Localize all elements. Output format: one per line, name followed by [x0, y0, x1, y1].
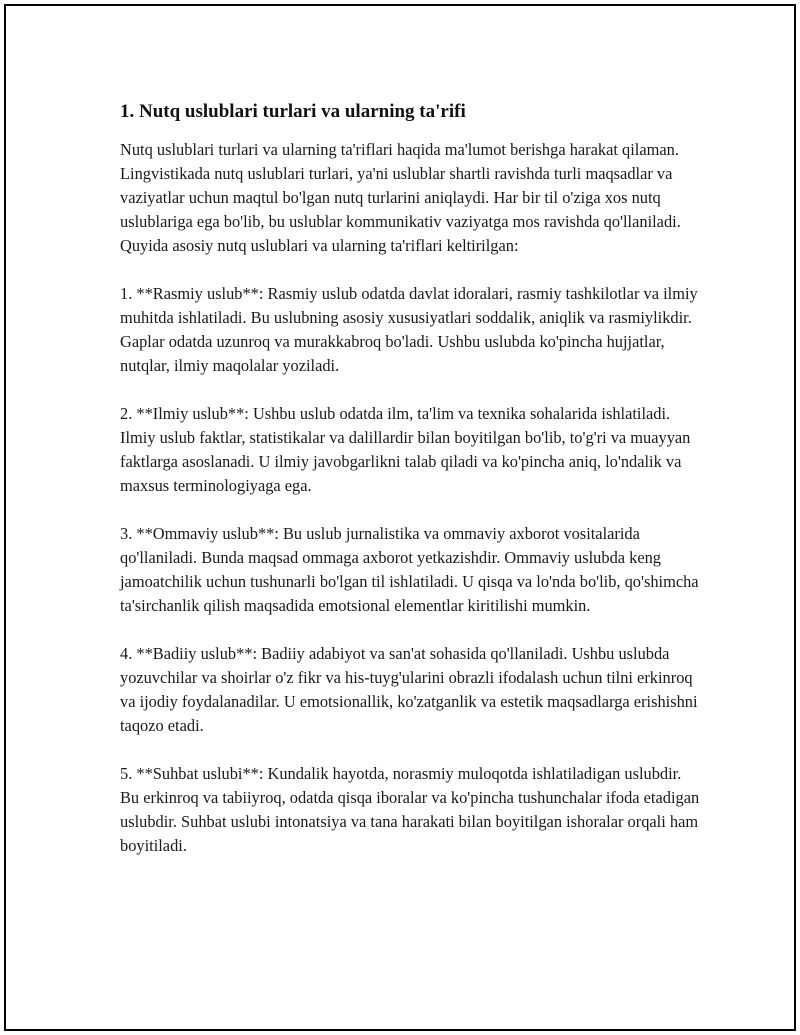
paragraph-badiiy-uslub: 4. **Badiiy uslub**: Badiiy adabiyot va san'at sohasida qo'llaniladi. Ushbu uslubda yozuvchilar va shoirlar o'z fikr va his-tuyg'ularini obrazli ifodalash uchun tilni erkinroq va ijodiy foydalanadilar. U emotsionallik, ko'zatganlik va estetik maqsadlarga erishishni taqozo etadi. — [120, 644, 698, 735]
paragraph-ilmiy-uslub: 2. **Ilmiy uslub**: Ushbu uslub odatda ilm, ta'lim va texnika sohalarida ishlatiladi. Ilmiy uslub faktlar, statistikalar va dalillardir bilan boyitilgan bo'lib, to'g'ri va muayyan faktlarga asoslanadi. U ilmiy javobgarlikni talab qiladi va ko'pincha aniq, lo'ndalik va maxsus terminologiyaga ega. — [120, 404, 691, 495]
page-frame — [4, 4, 796, 1031]
intro-paragraph: Nutq uslublari turlari va ularning ta'riflari haqida ma'lumot berishga harakat qilaman. Lingvistikada nutq uslublari turlari, ya'ni uslublar shartli ravishda turli maqsadlar va vaziyatlar uchun maqtul bo'lgan nutq turlarini aniqlaydi. Har bir til o'ziga xos nutq uslublariga ega bo'lib, bu uslublar kommunikativ vaziyatga mos ravishda qo'llaniladi. Quyida asosiy nutq uslublari va ularning ta'riflari keltirilgan: — [120, 140, 681, 255]
paragraph-ommaviy-uslub: 3. **Ommaviy uslub**: Bu uslub jurnalistika va ommaviy axborot vositalarida qo'llaniladi. Bunda maqsad ommaga axborot yetkazishdir. Ommaviy uslubda keng jamoatchilik uchun tushunarli bo'lgan til ishlatiladi. U qisqa va lo'nda bo'lib, qo'shimcha ta'sirchanlik qilish maqsadida emotsional elementlar kiritilishi mumkin. — [120, 524, 699, 615]
paragraph-suhbat-uslubi: 5. **Suhbat uslubi**: Kundalik hayotda, norasmiy muloqotda ishlatiladigan uslubdir. Bu erkinroq va tabiiyroq, odatda qisqa iboralar va ko'pincha tushunchalar ifoda etadigan uslubdir. Suhbat uslubi intonatsiya va tana harakati bilan boyitilgan ishoralar orqali ham boyitiladi. — [120, 764, 700, 855]
document-body — [120, 100, 700, 882]
paragraph-rasmiy-uslub: 1. **Rasmiy uslub**: Rasmiy uslub odatda davlat idoralari, rasmiy tashkilotlar va ilmiy muhitda ishlatiladi. Bu uslubning asosiy xususiyatlari soddalik, aniqlik va rasmiylikdir. Gaplar odatda uzunroq va murakkabroq bo'ladi. Ushbu uslubda ko'pincha hujjatlar, nutqlar, ilmiy maqolalar yoziladi. — [120, 284, 698, 375]
document-title: 1. Nutq uslublari turlari va ularning ta'rifi — [120, 101, 466, 122]
